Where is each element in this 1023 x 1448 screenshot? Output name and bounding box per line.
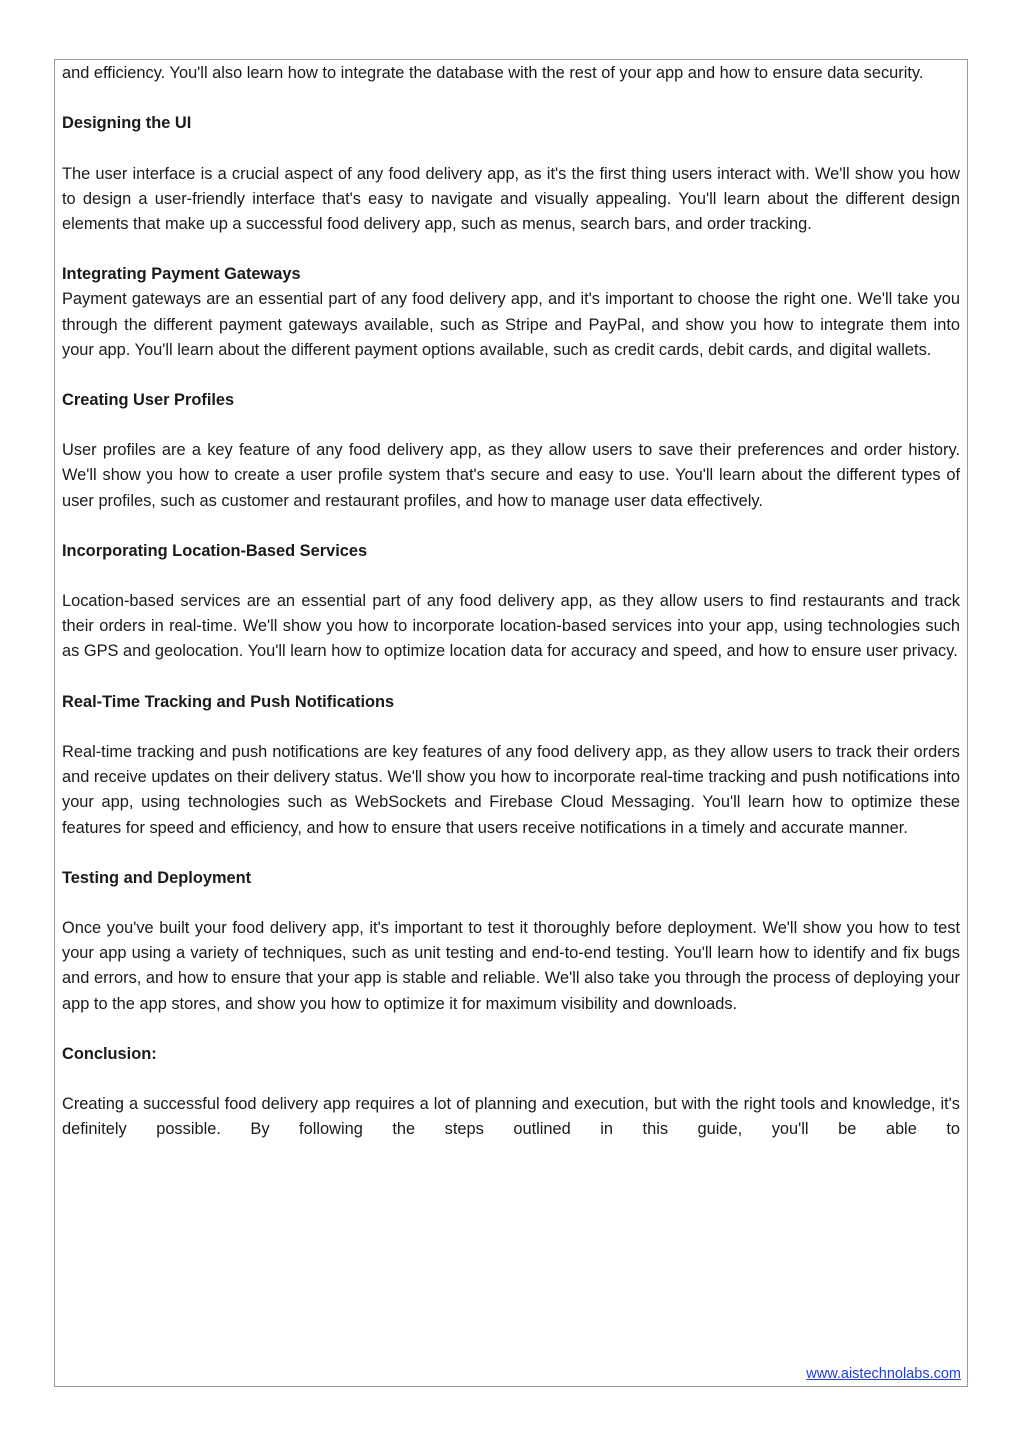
paragraph-real-time-tracking: Real-time tracking and push notifications are key features of any food delivery app, as they allow users to track their orders and receive updates on their delivery status. We'll show you how to incorporate real-time tracking and push notifications into your app, using technologies such as WebSockets and Firebase Cloud Messaging. You'll learn how to optimize these features for speed and efficiency, and how to ensure that users receive notifications in a timely and accurate manner. bbox=[62, 743, 960, 837]
paragraph-intro-continued: and efficiency. You'll also learn how to integrate the database with the rest of your app and how to ensure data security. bbox=[62, 64, 924, 82]
heading-conclusion: Conclusion: bbox=[62, 1044, 157, 1063]
paragraph-integrating-payment-gateways: Payment gateways are an essential part of any food delivery app, and it's important to choose the right one. We'll take you through the different payment gateways available, such as Stripe and PayPal, and show you how to integrate them into your app. You'll learn about the different payment options available, such as credit cards, debit cards, and digital wallets. bbox=[62, 290, 960, 359]
heading-testing-and-deployment: Testing and Deployment bbox=[62, 868, 252, 887]
paragraph-location-based-services: Location-based services are an essential part of any food delivery app, as they allow users to find restaurants and track their orders in real-time. We'll show you how to incorporate location-based services into your app, using technologies such as GPS and geolocation. You'll learn how to optimize location data for accuracy and speed, and how to ensure user privacy. bbox=[62, 592, 960, 661]
heading-designing-the-ui: Designing the UI bbox=[62, 114, 192, 133]
paragraph-creating-user-profiles: User profiles are a key feature of any food delivery app, as they allow users to save their preferences and order history. We'll show you how to create a user profile system that's secure and easy to use. You'll learn about the different types of user profiles, such as customer and restaurant profiles, and how to manage user data effectively. bbox=[62, 441, 960, 510]
heading-integrating-payment-gateways: Integrating Payment Gateways bbox=[62, 265, 301, 284]
paragraph-designing-the-ui: The user interface is a crucial aspect of any food delivery app, as it's the first thing users interact with. We'll show you how to design a user-friendly interface that's easy to navigate and visually appealing. You'll learn about the different design elements that make up a successful food delivery app, such as menus, search bars, and order tracking. bbox=[62, 164, 960, 233]
footer-website-link[interactable]: www.aistechnolabs.com bbox=[806, 1366, 961, 1382]
paragraph-testing-and-deployment: Once you've built your food delivery app, it's important to test it thoroughly before deployment. We'll show you how to test your app using a variety of techniques, such as unit testing and end-to-end testing. You'll learn how to identify and fix bugs and errors, and how to ensure that your app is stable and reliable. We'll also take you through the process of deploying your app to the app stores, and show you how to optimize it for maximum visibility and downloads. bbox=[62, 919, 960, 1013]
heading-creating-user-profiles: Creating User Profiles bbox=[62, 390, 235, 409]
heading-real-time-tracking: Real-Time Tracking and Push Notifications bbox=[62, 692, 395, 711]
document-body bbox=[62, 61, 960, 1168]
paragraph-conclusion: Creating a successful food delivery app requires a lot of planning and execution, but with the right tools and knowledge, it's definitely possible. By following the steps outlined in this guide, you'll be able to bbox=[62, 1095, 960, 1139]
heading-location-based-services: Incorporating Location-Based Services bbox=[62, 541, 368, 560]
